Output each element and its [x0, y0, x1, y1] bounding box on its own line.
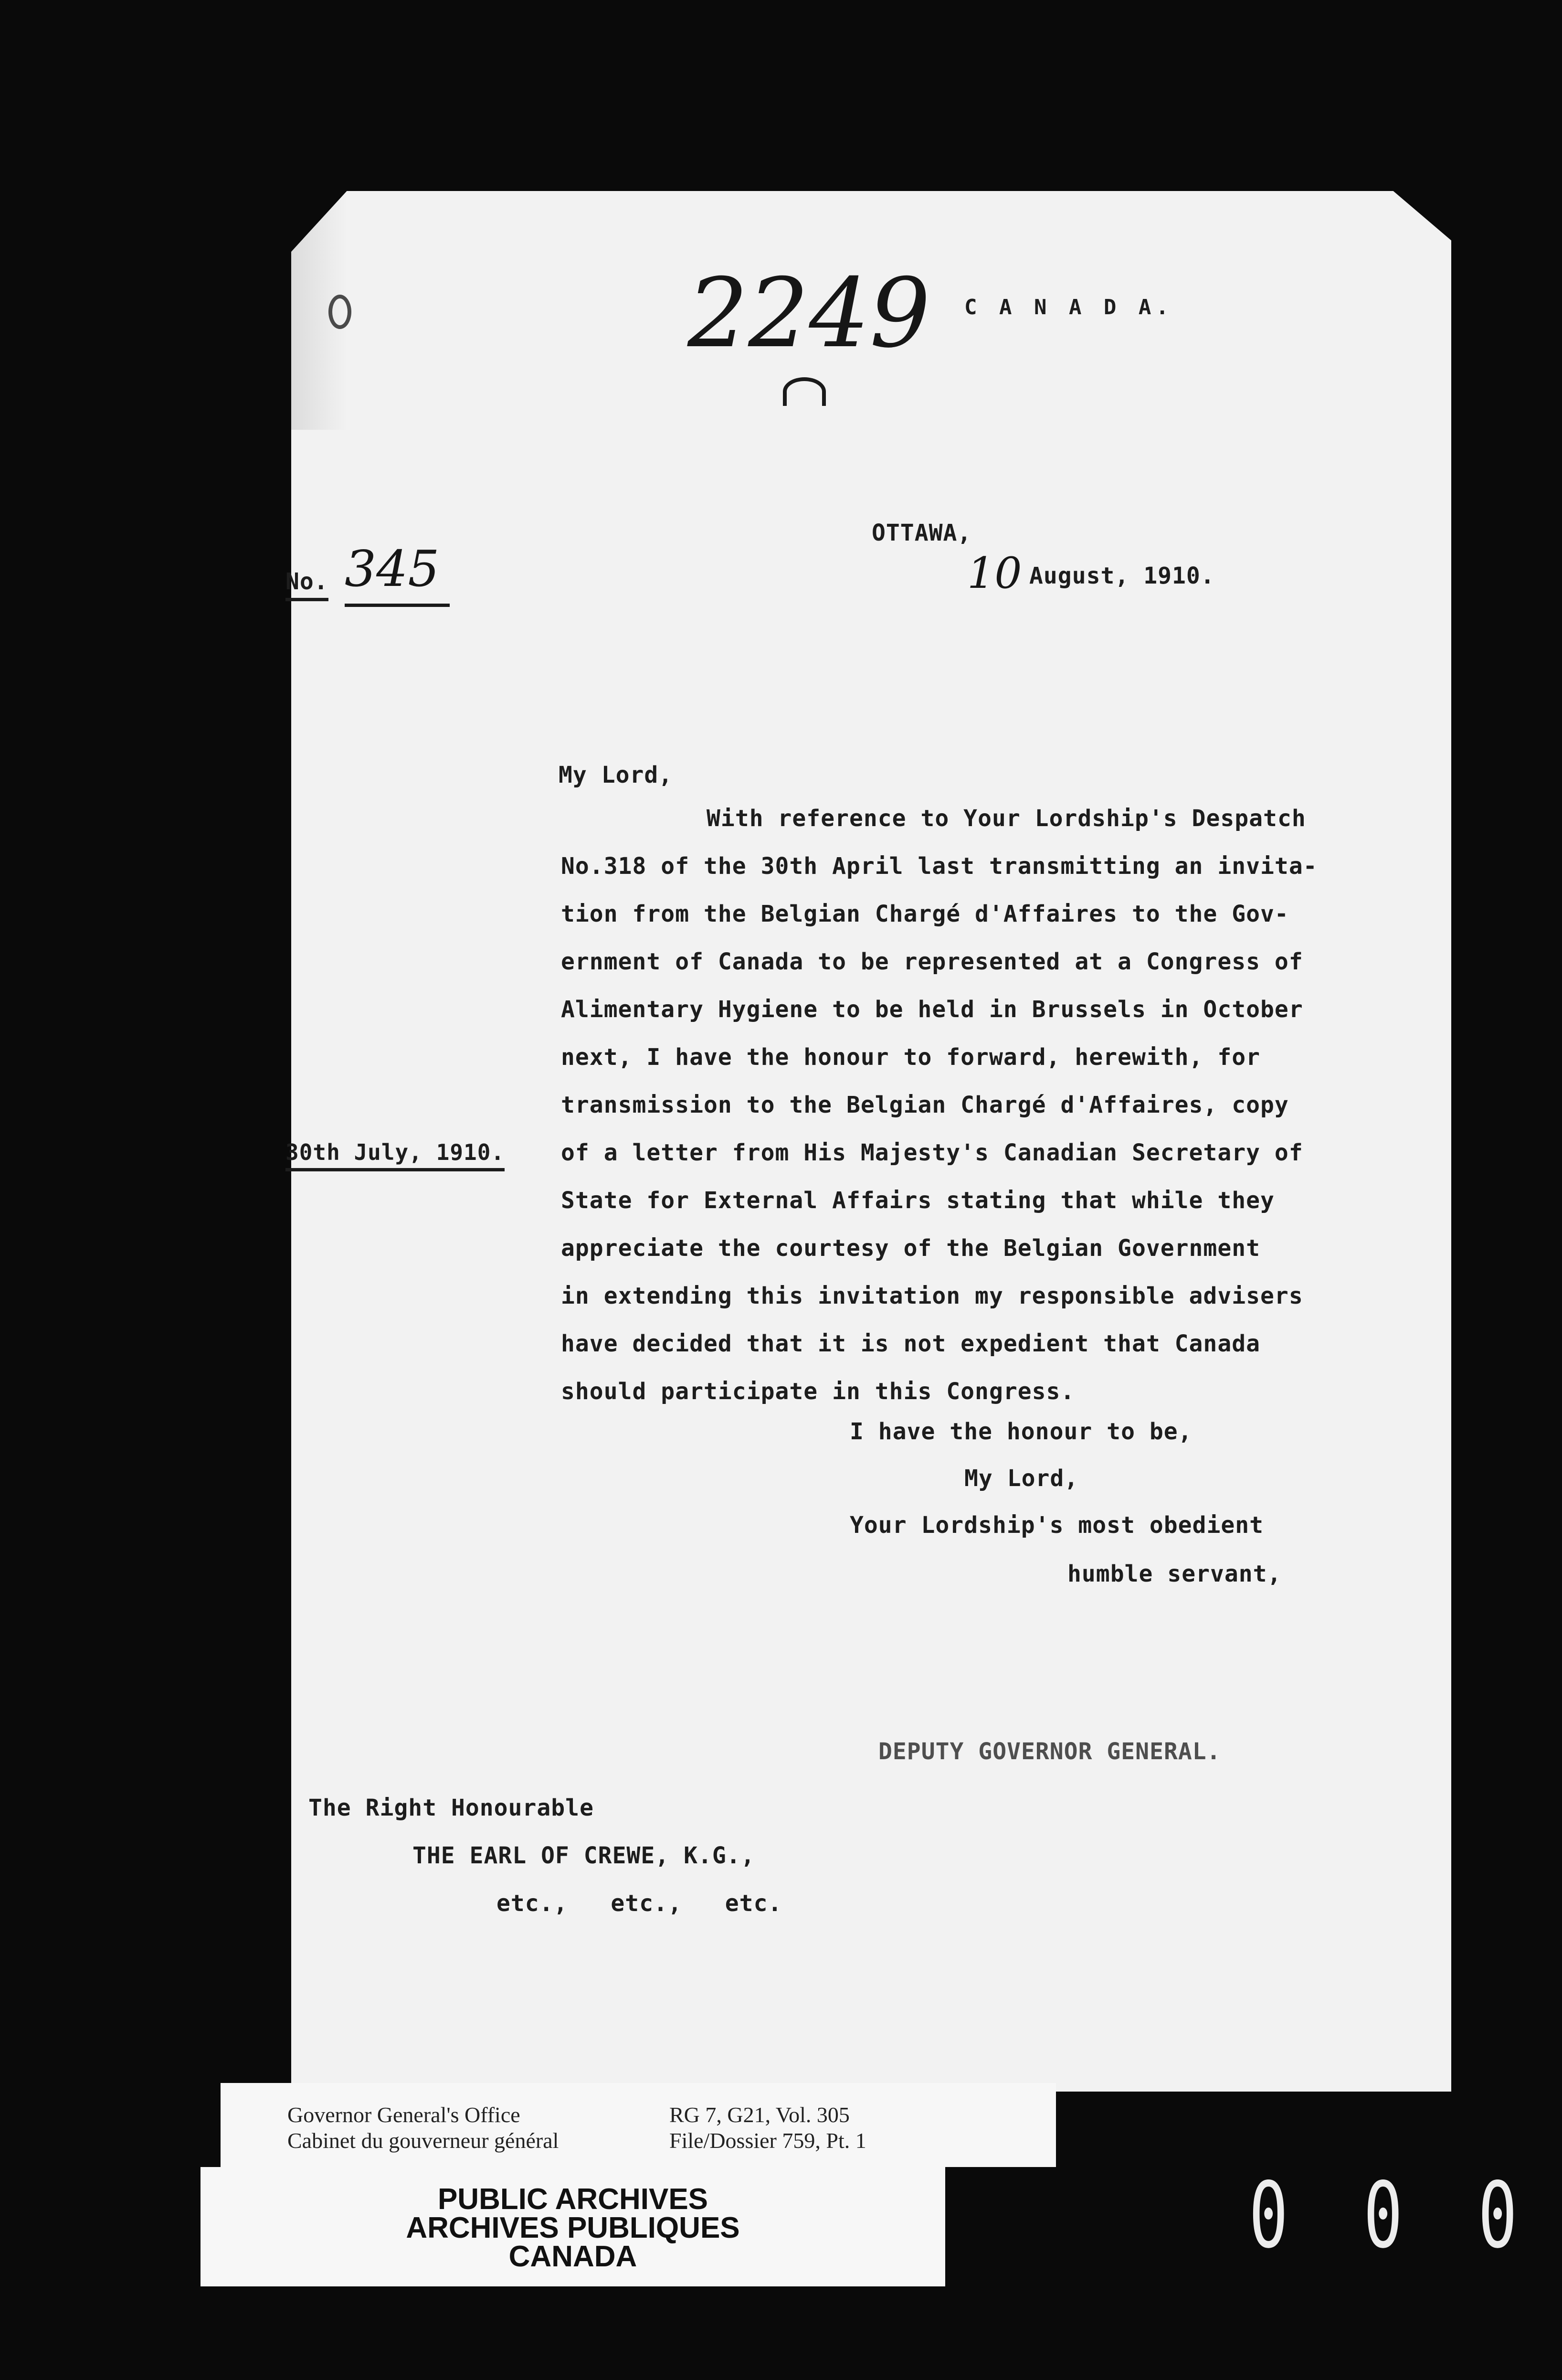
closing-line: Your Lordship's most obedient	[850, 1512, 1264, 1539]
archive-reference: RG 7, G21, Vol. 305	[669, 2103, 850, 2127]
place-line: OTTAWA,	[872, 520, 972, 546]
body-line: With reference to Your Lordship's Despatch	[707, 805, 1306, 832]
handwritten-mark	[783, 377, 826, 406]
office-english: Governor General's Office	[287, 2103, 520, 2127]
salutation: My Lord,	[559, 762, 673, 788]
archive-stamp-label	[201, 2167, 945, 2286]
punch-hole	[328, 295, 351, 329]
despatch-number-prefix: No.	[285, 568, 328, 601]
archive-file: File/Dossier 759, Pt. 1	[669, 2128, 866, 2153]
margin-date-note: 30th July, 1910.	[285, 1139, 505, 1171]
handwritten-file-number: 2249	[687, 258, 930, 369]
frame-number: 0	[1249, 2163, 1288, 2268]
body-line: No.318 of the 30th April last transmitting an invita-	[561, 853, 1318, 880]
body-line: in extending this invitation my responsible advisers	[561, 1283, 1303, 1309]
country-heading: C A N A D A.	[964, 295, 1173, 319]
closing-line: humble servant,	[1067, 1561, 1282, 1587]
date-line: August, 1910.	[1029, 563, 1215, 589]
addressee-line: THE EARL OF CREWE, K.G.,	[412, 1842, 755, 1869]
body-line: Alimentary Hygiene to be held in Brussels in October	[561, 996, 1303, 1023]
body-line: should participate in this Congress.	[561, 1378, 1075, 1405]
body-line: have decided that it is not expedient that Canada	[561, 1330, 1261, 1357]
date-handwritten-day: 10	[967, 548, 1022, 598]
stamp-line: CANADA	[508, 2240, 637, 2273]
despatch-number: 345	[345, 540, 440, 598]
body-line: next, I have the honour to forward, herewith, for	[561, 1044, 1261, 1071]
archive-reference-label	[221, 2083, 1056, 2167]
stamp-line: PUBLIC ARCHIVES	[437, 2183, 708, 2216]
body-line: transmission to the Belgian Chargé d'Affaires, copy	[561, 1092, 1289, 1118]
signature-title: DEPUTY GOVERNOR GENERAL.	[878, 1738, 1221, 1765]
despatch-number-underline	[345, 604, 450, 607]
body-line: tion from the Belgian Chargé d'Affaires to the Gov-	[561, 901, 1289, 927]
body-line: appreciate the courtesy of the Belgian Government	[561, 1235, 1261, 1262]
closing-line: I have the honour to be,	[850, 1418, 1193, 1445]
body-line: of a letter from His Majesty's Canadian Secretary of	[561, 1139, 1303, 1166]
addressee-line: etc., etc., etc.	[496, 1890, 782, 1917]
body-line: State for External Affairs stating that while they	[561, 1187, 1275, 1214]
frame-number: 0	[1478, 2163, 1518, 2268]
frame-number: 0	[1363, 2163, 1403, 2268]
office-french: Cabinet du gouverneur général	[287, 2128, 559, 2153]
body-line: ernment of Canada to be represented at a Congress of	[561, 948, 1303, 975]
stamp-line: ARCHIVES PUBLIQUES	[406, 2211, 740, 2244]
closing-line: My Lord,	[964, 1465, 1079, 1492]
addressee-line: The Right Honourable	[308, 1795, 594, 1821]
